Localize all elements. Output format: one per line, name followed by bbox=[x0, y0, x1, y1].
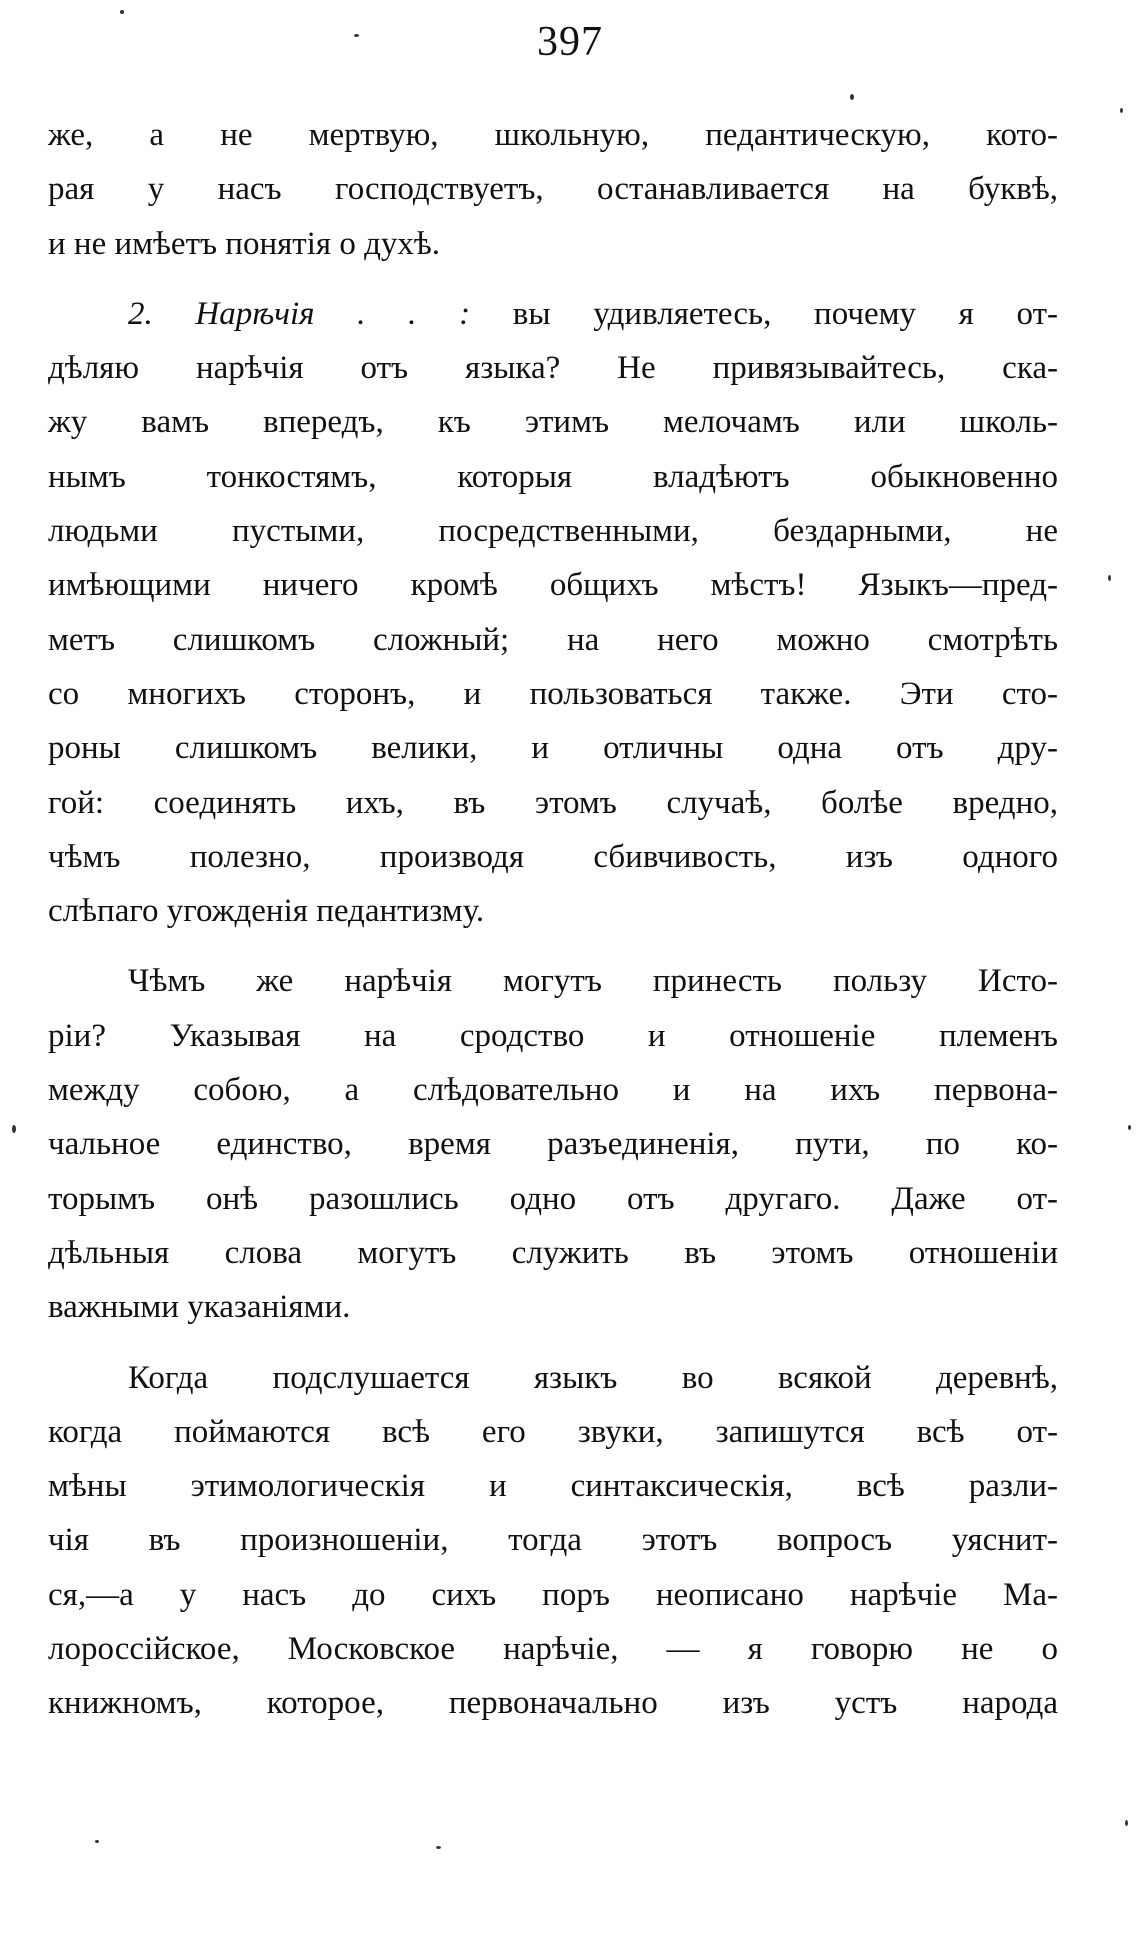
text-line: дѣльныя слова могутъ служить въ этомъ отношеніи bbox=[48, 1234, 1058, 1271]
scan-speck bbox=[120, 10, 124, 14]
text-line: дѣляю нарѣчія отъ языка? Не привязывайтесь, ска- bbox=[48, 350, 1058, 387]
text-line bbox=[48, 287, 1058, 341]
text-line: ся,—а у насъ до сихъ поръ неописано нарѣчіе Ма- bbox=[48, 1576, 1058, 1613]
text-line: Чѣмъ же нарѣчія могутъ принесть пользу Исто- bbox=[128, 963, 1058, 1000]
text-line: метъ слишкомъ сложный; на него можно смотрѣть bbox=[48, 621, 1058, 658]
scan-speck bbox=[1125, 1820, 1128, 1826]
text-line: и не имѣетъ понятія о духѣ. bbox=[48, 225, 441, 262]
text-line: гой: соединять ихъ, въ этомъ случаѣ, болѣе вредно, bbox=[48, 784, 1058, 821]
scan-speck bbox=[95, 1840, 99, 1843]
text-line: чія въ произношеніи, тогда этотъ вопросъ уяснит- bbox=[48, 1522, 1058, 1559]
text-line: ріи? Указывая на сродство и отношеніе племенъ bbox=[48, 1017, 1058, 1054]
page-text bbox=[48, 108, 1058, 1731]
text-line: лороссійское, Московское нарѣчіе, — я говорю не о bbox=[48, 1631, 1058, 1668]
page-number: 397 bbox=[537, 19, 603, 65]
text-line: важными указаніями. bbox=[48, 1289, 351, 1326]
text-line: книжномъ, которое, первоначально изъ устъ народа bbox=[48, 1685, 1058, 1722]
text-line: чѣмъ полезно, производя сбивчивость, изъ одного bbox=[48, 838, 1058, 875]
text-line: Когда подслушается языкъ во всякой деревнѣ, bbox=[128, 1359, 1058, 1396]
text-line: же, а не мертвую, школьную, педантическую, кото- bbox=[48, 117, 1058, 153]
scan-speck bbox=[354, 34, 359, 37]
text-line: чальное единство, время разъединенія, пути, по ко- bbox=[48, 1126, 1058, 1163]
text-line: со многихъ сторонъ, и пользоваться также. Эти сто- bbox=[48, 675, 1058, 712]
text-line: слѣпаго угожденія педантизму. bbox=[48, 893, 485, 930]
scan-speck bbox=[1108, 575, 1111, 581]
scan-speck bbox=[436, 1846, 441, 1849]
text-line: роны слишкомъ велики, и отличны одна отъ дру- bbox=[48, 730, 1058, 767]
text-line: имѣющими ничего кромѣ общихъ мѣстъ! Языкъ—пред- bbox=[48, 567, 1058, 604]
text-line-content: вы удивляетесь, почему я от- bbox=[512, 295, 1058, 332]
scan-speck bbox=[1128, 1125, 1131, 1130]
text-line: торымъ онѣ разошлись одно отъ другаго. Даже от- bbox=[48, 1180, 1058, 1217]
section-heading: 2. Нарѣчія . . : bbox=[128, 295, 471, 332]
text-line: мѣны этимологическія и синтаксическія, всѣ разли- bbox=[48, 1468, 1058, 1505]
scan-speck bbox=[12, 1125, 16, 1133]
text-line: жу вамъ впередъ, къ этимъ мелочамъ или школь- bbox=[48, 404, 1058, 441]
scan-speck bbox=[1120, 108, 1123, 113]
text-line: рая у насъ господствуетъ, останавливается на буквѣ, bbox=[48, 171, 1058, 208]
text-line: когда поймаются всѣ его звуки, запишутся всѣ от- bbox=[48, 1413, 1058, 1450]
text-line: людьми пустыми, посредственными, бездарными, не bbox=[48, 513, 1058, 550]
scan-speck bbox=[850, 94, 854, 100]
text-line: между собою, а слѣдовательно и на ихъ первона- bbox=[48, 1072, 1058, 1109]
text-line: нымъ тонкостямъ, которыя владѣютъ обыкновенно bbox=[48, 458, 1058, 495]
